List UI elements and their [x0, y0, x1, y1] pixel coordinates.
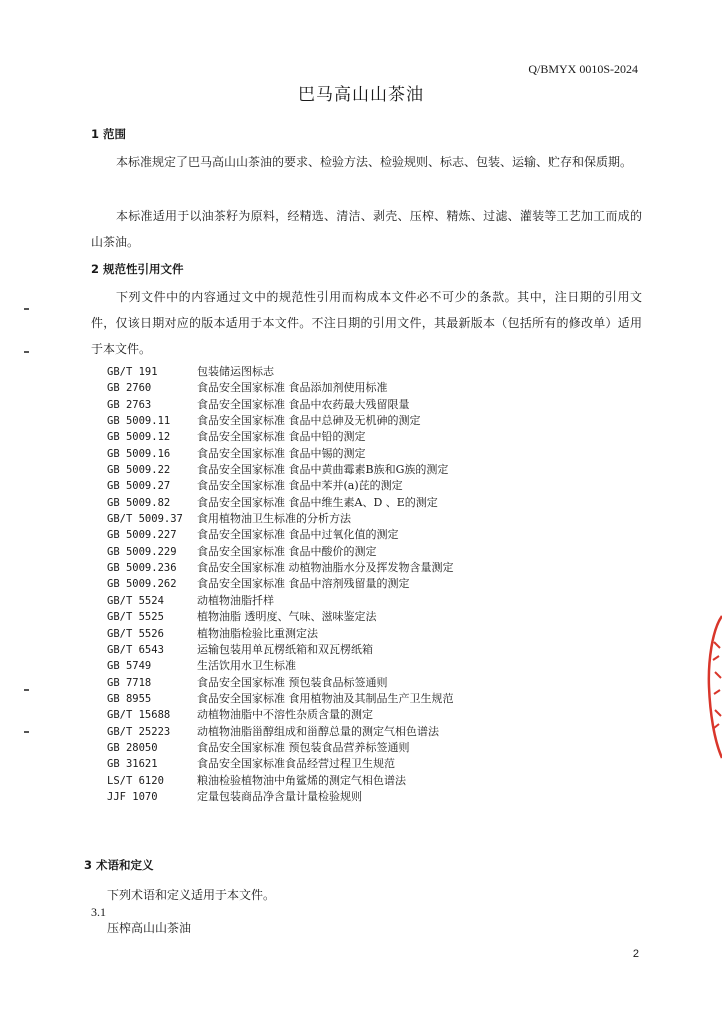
reference-code: GB 5009.12 — [107, 431, 171, 444]
reference-title: 食品安全国家标准 动植物油脂水分及挥发物含量测定 — [197, 561, 454, 575]
reference-row — [107, 478, 627, 494]
reference-title: 食品安全国家标准 食品中黄曲霉素B族和G族的测定 — [197, 463, 449, 477]
reference-row — [107, 675, 627, 691]
term-title: 压榨高山山茶油 — [107, 921, 192, 935]
reference-code: GB 2760 — [107, 382, 152, 395]
reference-title: 植物油脂 透明度、气味、滋味鉴定法 — [197, 610, 377, 624]
reference-code: GB/T 6543 — [107, 643, 164, 656]
reference-row — [107, 593, 627, 609]
reference-title: 食品安全国家标准 预包装食品标签通则 — [197, 675, 388, 689]
reference-row — [107, 527, 627, 543]
reference-code: GB 8955 — [107, 692, 152, 705]
section-2-heading: 2 规范性引用文件 — [91, 262, 184, 276]
reference-title: 食品安全国家标准 食品添加剂使用标准 — [197, 381, 388, 395]
reference-code: GB 5009.236 — [107, 562, 177, 575]
reference-code: GB 5749 — [107, 660, 152, 673]
reference-title: 食品安全国家标准 食品中总砷及无机砷的测定 — [197, 414, 421, 428]
reference-row — [107, 397, 627, 413]
reference-row — [107, 642, 627, 658]
reference-title: 食品安全国家标准 食品中铅的测定 — [197, 430, 366, 444]
reference-title: 食品安全国家标准 食品中农药最大残留限量 — [197, 397, 410, 411]
reference-code: LS/T 6120 — [107, 774, 164, 787]
reference-title: 食品安全国家标准 食用植物油及其制品生产卫生规范 — [197, 691, 454, 705]
reference-title: 包装储运图标志 — [197, 365, 274, 378]
reference-code: JJF 1070 — [107, 790, 158, 803]
reference-row — [107, 740, 627, 756]
section-1-heading: 1 范围 — [91, 127, 127, 141]
reference-code: GB 7718 — [107, 676, 152, 689]
reference-row — [107, 609, 627, 625]
reference-code: GB/T 5524 — [107, 594, 164, 607]
reference-title: 植物油脂检验比重测定法 — [197, 626, 318, 640]
reference-code: GB 5009.229 — [107, 545, 177, 558]
terms-intro: 下列术语和定义适用于本文件。 — [107, 888, 276, 902]
reference-code: GB 31621 — [107, 758, 158, 771]
reference-row — [107, 773, 627, 789]
reference-row — [107, 724, 627, 740]
reference-title: 食用植物油卫生标准的分析方法 — [197, 512, 351, 526]
reference-code: GB 2763 — [107, 398, 152, 411]
reference-code: GB 5009.11 — [107, 415, 171, 428]
reference-row — [107, 544, 627, 560]
reference-code: GB 5009.262 — [107, 578, 177, 591]
reference-code: GB 5009.22 — [107, 464, 171, 477]
reference-title: 食品安全国家标准 食品中锡的测定 — [197, 446, 366, 460]
reference-code: GB 5009.227 — [107, 529, 177, 542]
reference-title: 定量包装商品净含量计量检验规则 — [197, 789, 362, 803]
reference-code: GB/T 15688 — [107, 709, 171, 722]
scope-paragraph-1: 本标准规定了巴马高山山茶油的要求、检验方法、检验规则、标志、包装、运输、贮存和保质期。 — [116, 155, 633, 169]
reference-row — [107, 789, 627, 805]
reference-title: 生活饮用水卫生标准 — [197, 659, 296, 673]
page-number: 2 — [632, 948, 639, 960]
reference-code: GB/T 191 — [107, 366, 158, 378]
reference-row — [107, 462, 627, 478]
document-title: 巴马高山山茶油 — [298, 85, 424, 105]
reference-title: 食品安全国家标准 食品中苯并(a)芘的测定 — [197, 479, 403, 493]
reference-row — [107, 429, 627, 445]
reference-row — [107, 707, 627, 723]
reference-title: 粮油检验植物油中角鲨烯的测定气相色谱法 — [197, 773, 406, 787]
reference-title: 动植物油脂扦样 — [197, 593, 274, 607]
reference-title: 动植物油脂中不溶性杂质含量的测定 — [197, 708, 373, 722]
reference-list — [107, 364, 627, 805]
reference-code: GB/T 5009.37 — [107, 513, 183, 526]
reference-row — [107, 446, 627, 462]
reference-row — [107, 691, 627, 707]
reference-row — [107, 495, 627, 511]
standard-code: Q/BMYX 0010S-2024 — [528, 62, 638, 76]
reference-row — [107, 511, 627, 527]
reference-title: 运输包装用单瓦楞纸箱和双瓦楞纸箱 — [197, 642, 373, 656]
reference-code: GB/T 25223 — [107, 725, 171, 738]
clause-number: 3.1 — [91, 905, 106, 919]
references-intro: 下列文件中的内容通过文中的规范性引用而构成本文件必不可少的条款。其中，注日期的引用文件，仅该日期对应的版本适用于本文件。不注日期的引用文件，其最新版本（包括所有的修改单）适用于本文件。 — [91, 290, 642, 356]
reference-title: 食品安全国家标准 预包装食品营养标签通则 — [197, 740, 410, 754]
reference-code: GB/T 5526 — [107, 627, 164, 640]
reference-title: 食品安全国家标准 食品中维生素A、D 、E的测定 — [197, 495, 438, 509]
scope-paragraph-2: 本标准适用于以油茶籽为原料，经精选、清洁、剥壳、压榨、精炼、过滤、灌装等工艺加工而成的山茶油。 — [91, 209, 642, 249]
reference-title: 食品安全国家标准 食品中溶剂残留量的测定 — [197, 577, 410, 591]
reference-row — [107, 576, 627, 592]
reference-code: GB 5009.82 — [107, 496, 171, 509]
reference-row — [107, 380, 627, 396]
reference-row — [107, 626, 627, 642]
section-3-heading: 3 术语和定义 — [84, 858, 154, 872]
reference-title: 食品安全国家标准食品经营过程卫生规范 — [197, 757, 395, 771]
reference-title: 食品安全国家标准 食品中酸价的测定 — [197, 544, 377, 558]
reference-title: 动植物油脂甾醇组成和甾醇总量的测定气相色谱法 — [197, 724, 439, 738]
reference-row — [107, 413, 627, 429]
reference-row — [107, 364, 627, 380]
reference-row — [107, 658, 627, 674]
reference-code: GB 5009.16 — [107, 447, 171, 460]
reference-code: GB/T 5525 — [107, 611, 164, 624]
reference-row — [107, 756, 627, 772]
reference-code: GB 5009.27 — [107, 480, 171, 493]
seal-stamp-edge — [706, 612, 722, 762]
reference-code: GB 28050 — [107, 741, 158, 754]
reference-title: 食品安全国家标准 食品中过氧化值的测定 — [197, 528, 399, 542]
reference-row — [107, 560, 627, 576]
